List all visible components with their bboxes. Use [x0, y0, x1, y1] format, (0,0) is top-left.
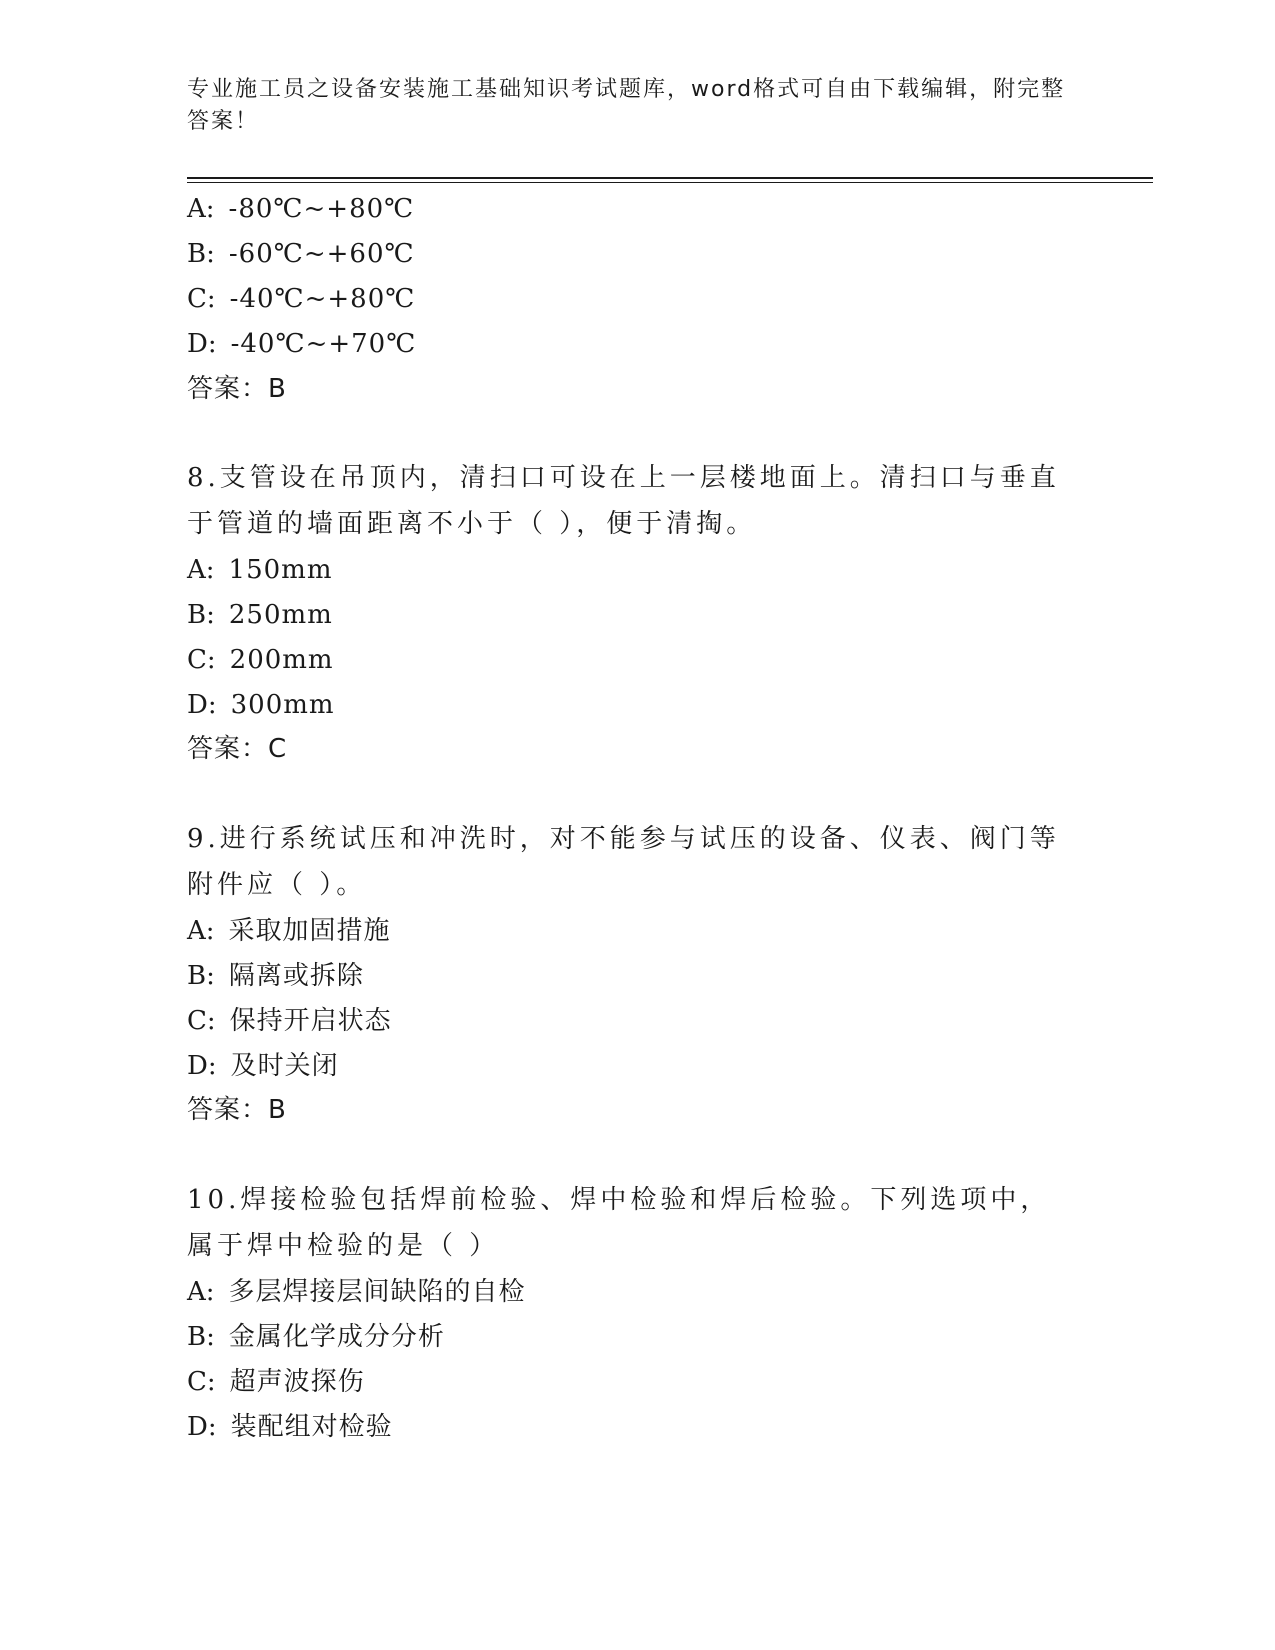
- q9-option-a: [187, 914, 391, 948]
- option-text: 金属化学成分分析: [228, 1322, 445, 1352]
- q10-option-c: [187, 1365, 365, 1399]
- option-label: B:: [187, 961, 215, 991]
- q9-question: 9.进行系统试压和冲洗时，对不能参与试压的设备、仪表、阀门等附件应（ ）。: [187, 824, 1060, 900]
- option-text: 200mm: [229, 645, 334, 675]
- option-text: -40℃~+80℃: [229, 284, 416, 314]
- option-label: A:: [187, 555, 215, 585]
- option-text: 隔离或拆除: [228, 961, 364, 991]
- option-text: 超声波探伤: [229, 1367, 365, 1397]
- option-label: C:: [187, 1367, 216, 1397]
- option-text: 采取加固措施: [228, 916, 391, 946]
- option-label: C:: [187, 284, 216, 314]
- option-text: 150mm: [228, 555, 333, 585]
- option-label: D:: [187, 690, 217, 720]
- header-divider-thick: [187, 177, 1153, 179]
- option-label: D:: [187, 329, 217, 359]
- q8-question: 8.支管设在吊顶内，清扫口可设在上一层楼地面上。清扫口与垂直于管道的墙面距离不小于（ ），便于清掏。: [187, 463, 1060, 539]
- q8-option-d: [187, 688, 335, 722]
- q9-option-c: [187, 1004, 392, 1038]
- option-label: B:: [187, 1322, 215, 1352]
- option-label: C:: [187, 1006, 216, 1036]
- q7-option-d: [187, 327, 416, 361]
- option-text: 及时关闭: [230, 1051, 339, 1081]
- option-label: C:: [187, 645, 216, 675]
- option-label: B:: [187, 239, 215, 269]
- option-label: A:: [187, 1277, 215, 1307]
- option-label: B:: [187, 600, 215, 630]
- q10-option-a: [187, 1275, 526, 1309]
- option-text: -40℃~+70℃: [230, 329, 417, 359]
- q7-option-c: [187, 282, 415, 316]
- q8-answer: 答案：C: [187, 734, 288, 764]
- option-label: D:: [187, 1051, 217, 1081]
- option-label: A:: [187, 194, 215, 224]
- option-text: 多层焊接层间缺陷的自检: [228, 1277, 526, 1307]
- q10-option-d: [187, 1410, 393, 1444]
- q7-option-a: [187, 192, 414, 226]
- page-header: 专业施工员之设备安装施工基础知识考试题库，word格式可自由下载编辑，附完整答案！: [187, 77, 1066, 134]
- q8-option-b: [187, 598, 333, 632]
- q9-option-b: [187, 959, 364, 993]
- option-text: 装配组对检验: [230, 1412, 393, 1442]
- option-text: -80℃~+80℃: [228, 194, 415, 224]
- q7-answer: 答案：B: [187, 374, 287, 404]
- option-text: 250mm: [228, 600, 333, 630]
- option-label: A:: [187, 916, 215, 946]
- q9-option-d: [187, 1049, 339, 1083]
- option-text: 300mm: [230, 690, 335, 720]
- q8-option-c: [187, 643, 334, 677]
- option-text: 保持开启状态: [229, 1006, 392, 1036]
- q7-option-b: [187, 237, 415, 271]
- header-divider-thin: [187, 182, 1153, 183]
- q10-option-b: [187, 1320, 445, 1354]
- option-text: -60℃~+60℃: [228, 239, 415, 269]
- q10-question: 10.焊接检验包括焊前检验、焊中检验和焊后检验。下列选项中，属于焊中检验的是（ ）: [187, 1185, 1051, 1261]
- q9-answer: 答案：B: [187, 1095, 287, 1125]
- q8-option-a: [187, 553, 332, 587]
- option-label: D:: [187, 1412, 217, 1442]
